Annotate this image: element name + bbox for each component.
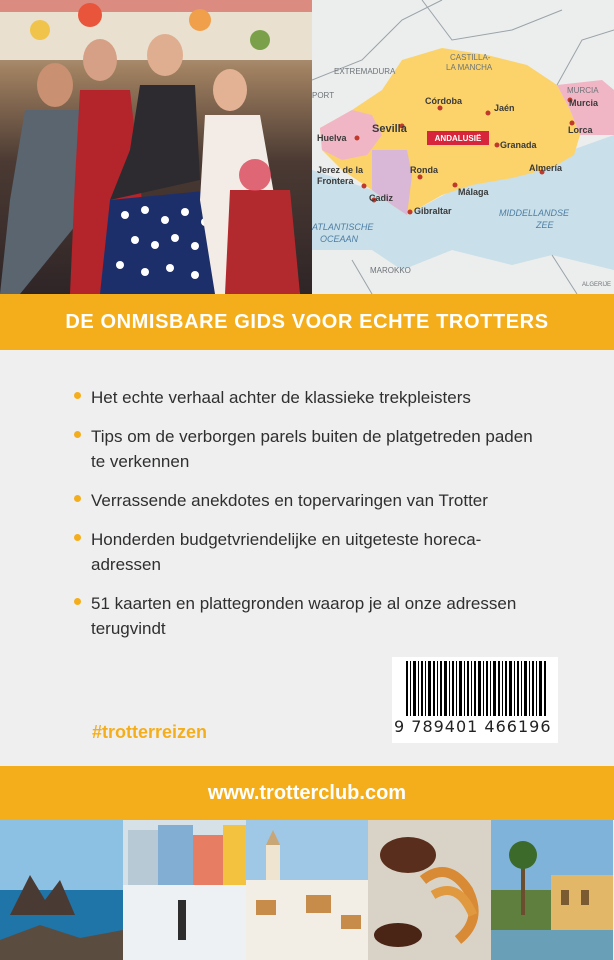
map-city-gibraltar: Gibraltar — [414, 206, 452, 216]
map-region-marokko: MAROKKO — [370, 266, 411, 275]
map-region-castilla-2: LA MANCHA — [446, 63, 493, 72]
map-sea-med-1: MIDDELLANDSE — [499, 208, 570, 218]
map-region-port: PORT — [312, 91, 335, 100]
map-city-jerez-1: Jerez de la — [317, 165, 364, 175]
map-region-algerije: ALGERIJE — [582, 282, 612, 288]
website-link[interactable]: www.trotterclub.com — [207, 781, 407, 804]
feature-item — [74, 488, 544, 513]
map-city-jerez-2: Frontera — [317, 176, 354, 186]
barcode-icon — [406, 661, 546, 716]
map-city-huelva: Huelva — [317, 133, 347, 143]
coast-rocks-photo — [0, 820, 123, 960]
flamenco-dancers-photo — [0, 0, 312, 294]
svg-text:LA MANCHA — [446, 63, 493, 72]
map-sea-atlantic-1: ATLANTISCHE — [312, 222, 374, 232]
white-village-photo — [246, 820, 369, 960]
map-region-murcia: MURCIA — [567, 86, 599, 95]
tagline-banner — [0, 294, 614, 350]
map-city-malaga: Málaga — [458, 187, 489, 197]
map-city-granada: Granada — [500, 140, 537, 150]
feature-item — [74, 385, 544, 410]
feature-text: Het echte verhaal achter de klassieke trekpleisters — [91, 388, 471, 407]
bullet-icon — [74, 534, 81, 541]
feature-text: Tips om de verborgen parels buiten de platgetreden paden te verkennen — [91, 427, 533, 471]
tagline-text: DE ONMISBARE GIDS VOOR ECHTE TROTTERS — [65, 310, 549, 333]
feature-item — [74, 527, 544, 577]
feature-list — [74, 385, 544, 655]
barcode-box — [392, 657, 558, 743]
map-sea-med-2: ZEE — [536, 220, 554, 230]
map-city-ronda: Ronda — [410, 165, 438, 175]
photo-strip — [0, 820, 614, 960]
map-city-cadiz: Cadiz — [369, 193, 394, 203]
bullet-icon — [74, 495, 81, 502]
museum-glass-photo — [123, 820, 246, 960]
map-city-jaen: Jaén — [494, 103, 515, 113]
feature-text: 51 kaarten en plattegronden waarop je al onze adressen terugvindt — [91, 594, 517, 638]
bullet-icon — [74, 431, 81, 438]
bullet-icon — [74, 392, 81, 399]
churros-photo — [368, 820, 491, 960]
map-city-murcia: Murcia — [569, 98, 599, 108]
map-city-cordoba: Córdoba — [425, 96, 462, 106]
map-region-extremadura: EXTREMADURA — [334, 67, 396, 76]
cover-top — [0, 0, 614, 294]
isbn-number: 9 789401 466196 — [394, 717, 552, 736]
hashtag: #trotterreizen — [92, 722, 208, 742]
alcazar-garden-photo — [491, 820, 614, 960]
feature-item — [74, 424, 544, 474]
andalusia-map — [312, 0, 614, 294]
map-city-almeria: Almería — [529, 163, 563, 173]
map-sea-atlantic-2: OCEAAN — [320, 234, 359, 244]
map-city-lorca: Lorca — [568, 125, 593, 135]
feature-item — [74, 591, 544, 641]
feature-text: Verrassende anekdotes en topervaringen van Trotter — [91, 491, 488, 510]
svg-text:CASTILLA- — [450, 53, 491, 62]
map-region-castilla-1: CASTILLA- — [450, 53, 491, 62]
website-banner — [0, 766, 614, 820]
map-andalusie-label: ANDALUSIË — [434, 134, 482, 143]
feature-text: Honderden budgetvriendelijke en uitgeteste horeca-adressen — [91, 530, 482, 574]
map-city-sevilla: Sevilla — [372, 123, 407, 135]
bullet-icon — [74, 598, 81, 605]
